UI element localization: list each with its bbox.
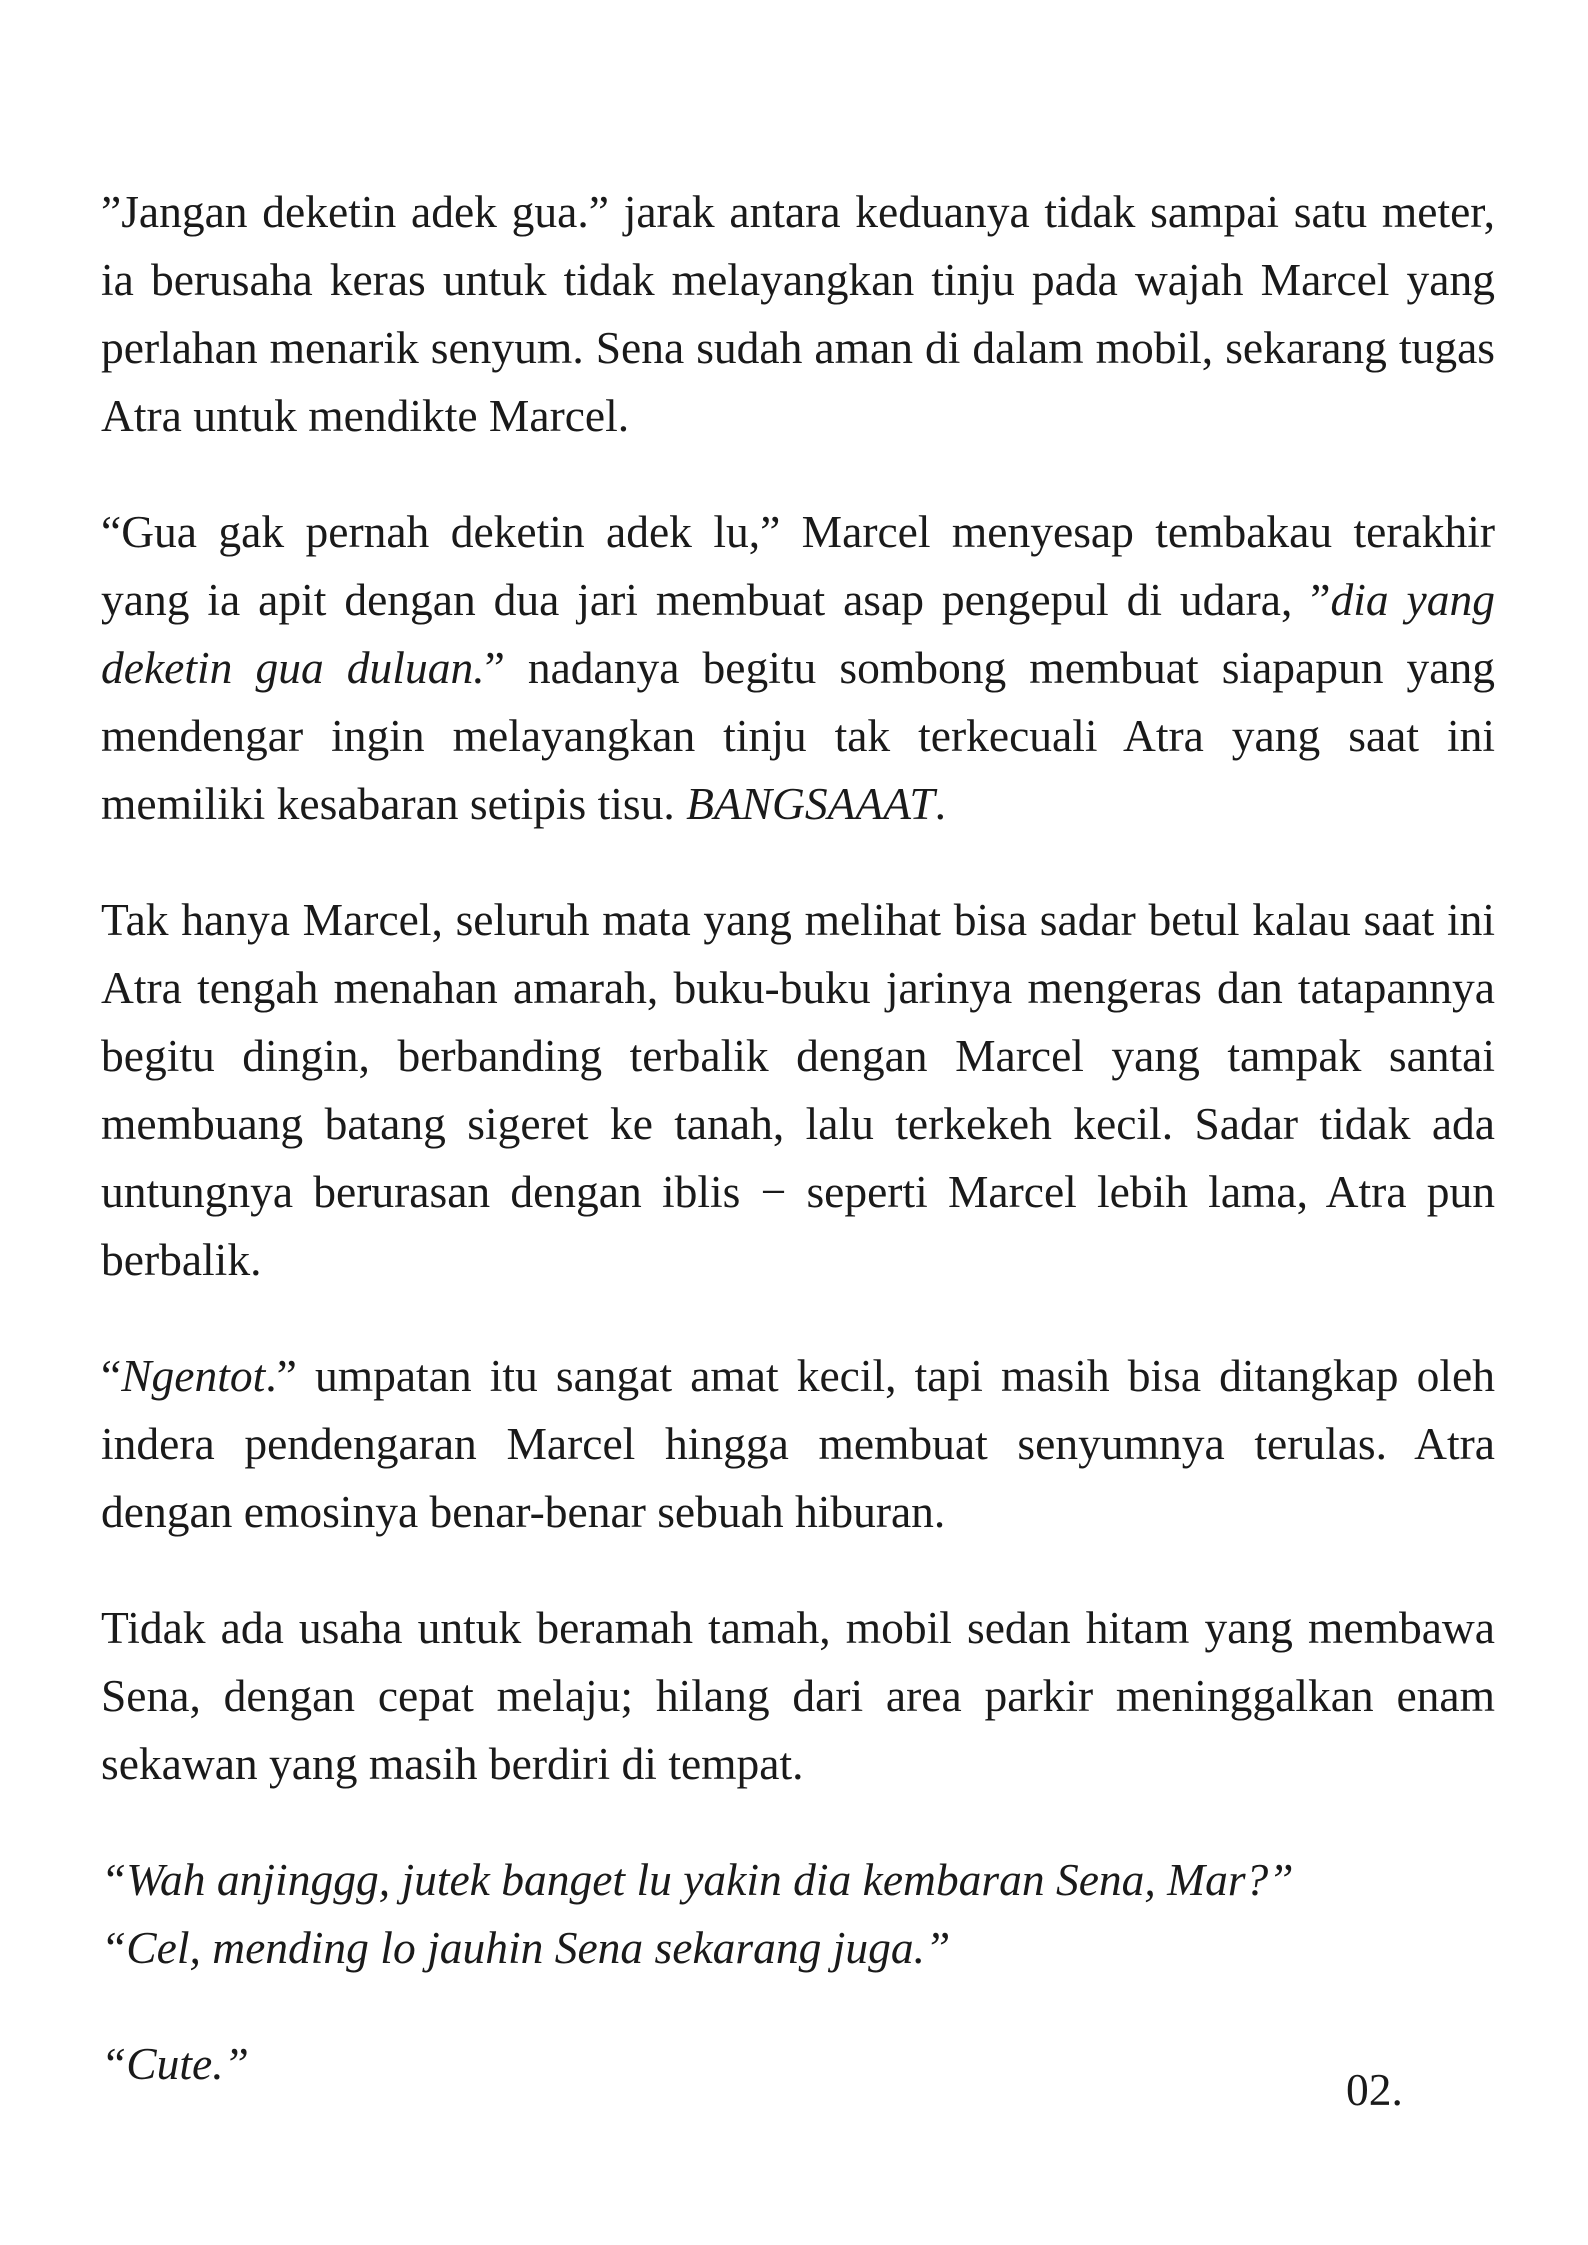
- paragraph-4-italic-word: Ngentot: [121, 1350, 266, 1401]
- paragraph-5: [101, 1594, 1495, 1798]
- paragraph-4-text-a: “: [101, 1350, 122, 1401]
- page-body: [101, 178, 1495, 2146]
- paragraph-6-line-2: [101, 1914, 1495, 1982]
- paragraph-2: [101, 498, 1495, 838]
- paragraph-3: [101, 886, 1495, 1294]
- paragraph-7: [101, 2030, 1495, 2098]
- paragraph-4: [101, 1342, 1495, 1546]
- paragraph-4-text-c: .” umpatan itu sangat amat kecil, tapi masih bisa ditangkap oleh indera pendengaran Marcel hingga membuat senyumnya terulas. Atra dengan emosinya benar-benar sebuah hiburan.: [101, 1350, 1495, 1537]
- paragraph-5-text: Tidak ada usaha untuk beramah tamah, mobil sedan hitam yang membawa Sena, dengan cepat melaju; hilang dari area parkir meninggalkan enam sekawan yang masih berdiri di tempat.: [101, 1602, 1495, 1789]
- page-number: 02.: [1346, 2064, 1403, 2115]
- paragraph-1: [101, 178, 1495, 450]
- paragraph-2-italic-quote: dia yang deketin gua duluan.: [101, 574, 1495, 693]
- paragraph-6-line-1: [101, 1846, 1495, 1914]
- paragraph-2-italic-exclamation: BANGSAAAT: [686, 778, 935, 829]
- paragraph-1-text: ”Jangan deketin adek gua.” jarak antara keduanya tidak sampai satu meter, ia berusaha keras untuk tidak melayangkan tinju pada wajah Marcel yang perlahan menarik senyum. Sena sudah aman di dalam mobil, sekarang tugas Atra untuk mendikte Marcel.: [101, 186, 1495, 441]
- dialogue-line-2: “Cel, mending lo jauhin Sena sekarang juga.”: [101, 1922, 951, 1973]
- dialogue-cute: “Cute.”: [101, 2038, 249, 2089]
- paragraph-2-text-e: .: [934, 778, 947, 829]
- paragraph-2-text-c: ” nadanya begitu sombong membuat siapapun yang mendengar ingin melayangkan tinju tak terkecuali Atra yang saat ini memiliki kesabaran setipis tisu.: [101, 642, 1495, 829]
- paragraph-3-text: Tak hanya Marcel, seluruh mata yang melihat bisa sadar betul kalau saat ini Atra tengah menahan amarah, buku-buku jarinya mengeras dan tatapannya begitu dingin, berbanding terbalik dengan Marcel yang tampak santai membuang batang sigeret ke tanah, lalu terkekeh kecil. Sadar tidak ada untungnya berurasan dengan iblis − seperti Marcel lebih lama, Atra pun berbalik.: [101, 894, 1495, 1285]
- dialogue-line-1: “Wah anjinggg, jutek banget lu yakin dia kembaran Sena, Mar?”: [101, 1854, 1294, 1905]
- paragraph-2-text-a: “Gua gak pernah deketin adek lu,” Marcel menyesap tembakau terakhir yang ia apit dengan dua jari membuat asap pengepul di udara, ”: [101, 506, 1495, 625]
